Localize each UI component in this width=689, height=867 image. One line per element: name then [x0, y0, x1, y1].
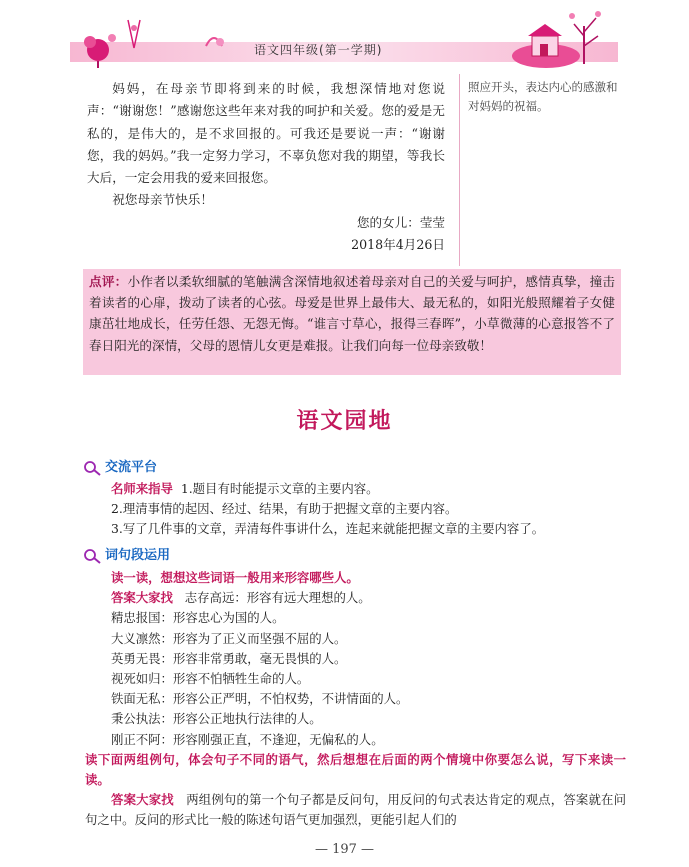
letter-date: 2018年4月26日 — [351, 237, 445, 253]
letter-paragraph: 妈妈，在母亲节即将到来的时候，我想深情地对您说声：“谢谢您！”感谢您这些年来对我的呵护和关爱。您的爱是无私的，是伟大的，是不求回报的。可我还是要说一声：“谢谢您，我的妈妈。”我一定努力学习，不辜负您对我的期望，等我长大后，一定会用我的爱来回报您。 — [87, 81, 445, 186]
word-entry: 刚正不阿：形容刚强正直，不逢迎，无偏私的人。 — [111, 731, 384, 747]
word-entry: 铁面无私：形容公正严明，不怕权势，不讲情面的人。 — [111, 691, 409, 707]
flower-decoration-icon — [78, 8, 248, 68]
word-entry: 大义凛然：形容为了正义而坚强不屈的人。 — [111, 630, 347, 646]
exchange-block — [111, 479, 626, 540]
guide-item: 2.理清事情的起因、经过、结果，有助于把握文章的主要内容。 — [111, 501, 458, 517]
comment-label: 点评： — [89, 274, 128, 289]
words-block — [85, 568, 626, 831]
word-entry: 志存高远：形容有远大理想的人。 — [184, 590, 371, 606]
answer-label: 答案大家找 — [111, 792, 174, 808]
section-title: 语文园地 — [296, 408, 393, 434]
margin-note: 照应开头，表达内心的感激和对妈妈的祝福。 — [468, 80, 618, 113]
question-1: 读一读，想想这些词语一般用来形容哪些人。 — [111, 570, 359, 585]
exchange-heading: 交流平台 — [83, 456, 157, 476]
comment-box — [83, 269, 621, 375]
question-2: 读下面两组例句，体会句子不同的语气，然后想想在后面的两个情境中你要怎么说，写下来读一读。 — [85, 751, 626, 788]
guide-label: 名师来指导 — [111, 481, 173, 496]
letter-paragraph: 祝您母亲节快乐！ — [112, 192, 213, 208]
guide-item: 1.题目有时能提示文章的主要内容。 — [180, 481, 379, 496]
magnifier-icon — [83, 548, 103, 564]
house-tree-decoration-icon — [506, 6, 616, 70]
letter-signature: 您的女儿：莹莹 — [356, 214, 445, 230]
word-entry: 精忠报国：形容忠心为国的人。 — [111, 610, 285, 626]
answer-label: 答案大家找 — [111, 590, 173, 606]
word-entry: 英勇无畏：形容非常勇敢，毫无畏惧的人。 — [111, 650, 347, 666]
page-number: — 197 — — [314, 842, 375, 857]
guide-item: 3.写了几件事的文章，弄清每件事讲什么，连起来就能把握文章的主要内容了。 — [111, 521, 545, 537]
comment-text: 小作者以柔软细腻的笔触满含深情地叙述着母亲对自己的关爱与呵护，感情真挚，撞击着读者的心扉，拨动了读者的心弦。母爱是世界上最伟大、最无私的，如阳光般照耀着子女健康茁壮地成长，任劳任怨、无怨无悔。“谁言寸草心，报得三春晖”，小草微薄的心意报答不了春日阳光的深情，父母的恩情儿女更是难报。让我们向每一位母亲致敬！ — [89, 274, 616, 353]
word-entry: 视死如归：形容不怕牺牲生命的人。 — [111, 671, 310, 687]
page-header — [0, 0, 689, 70]
words-heading: 词句段运用 — [83, 544, 170, 564]
letter-body — [87, 78, 445, 256]
word-entry: 秉公执法：形容公正地执行法律的人。 — [111, 711, 322, 727]
magnifier-icon — [83, 460, 103, 476]
answer-text: 两组例句的第一个句子都是反问句，用反问的句式表达肯定的观点，答案就在问句之中。反问的形式比一般的陈述句语气更加强烈，更能引起人们的 — [85, 792, 626, 828]
margin-divider — [459, 74, 460, 266]
header-title: 语文四年级(第一学期) — [254, 43, 383, 57]
